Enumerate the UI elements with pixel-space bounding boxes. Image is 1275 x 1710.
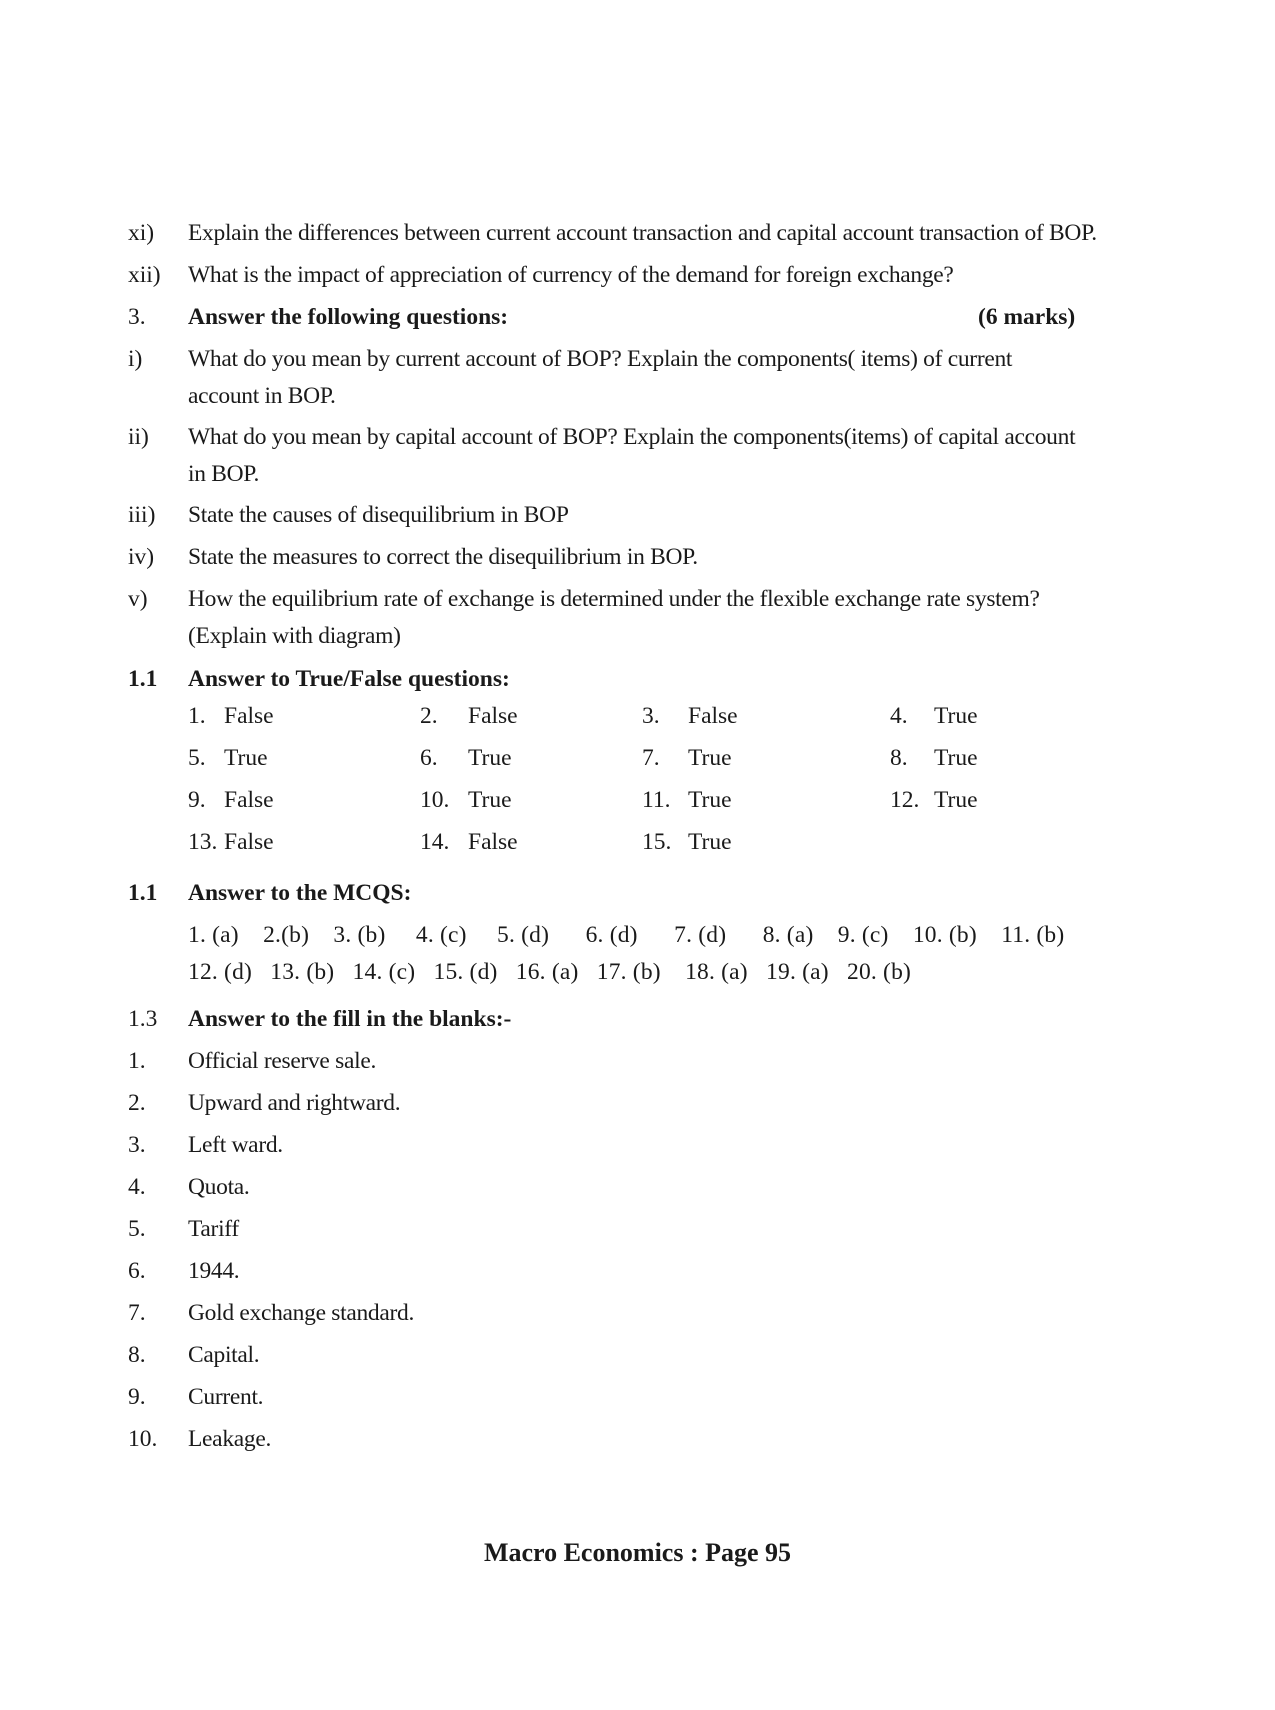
- question-text: in BOP.: [188, 461, 260, 487]
- blank-answer-text: Tariff: [188, 1216, 239, 1242]
- tf-answer-number: 3.: [642, 703, 660, 729]
- blank-answer-number: 10.: [128, 1426, 158, 1452]
- page-footer: Macro Economics : Page 95: [483, 1538, 792, 1567]
- tf-answer-number: 14.: [420, 829, 450, 855]
- question-number: xii): [128, 262, 161, 288]
- section-heading: Answer the following questions:: [188, 304, 509, 330]
- section-marks: (6 marks): [978, 304, 1076, 330]
- mcq-answers-line: 1. (a) 2.(b) 3. (b) 4. (c) 5. (d) 6. (d) 7. (d) 8. (a) 9. (c) 10. (b) 11. (b): [188, 922, 1065, 948]
- blank-answer-number: 3.: [128, 1132, 146, 1158]
- tf-answer-number: 12.: [890, 787, 920, 813]
- question-text: account in BOP.: [188, 383, 336, 409]
- tf-answer-number: 15.: [642, 829, 672, 855]
- question-text: What do you mean by capital account of BOP? Explain the components(items) of capital account: [188, 424, 1076, 450]
- tf-answer-number: 4.: [890, 703, 908, 729]
- tf-answer-number: 11.: [642, 787, 671, 813]
- question-number: v): [128, 586, 148, 612]
- section-number: 1.3: [128, 1006, 158, 1032]
- blank-answer-number: 6.: [128, 1258, 146, 1284]
- tf-answer-value: True: [468, 787, 512, 813]
- question-number: iv): [128, 544, 155, 570]
- tf-answer-value: True: [224, 745, 268, 771]
- question-text: Explain the differences between current account transaction and capital account transaction of BOP.: [188, 220, 1097, 246]
- mcq-answers-line: 12. (d) 13. (b) 14. (c) 15. (d) 16. (a) 17. (b) 18. (a) 19. (a) 20. (b): [188, 959, 912, 985]
- tf-answer-number: 2.: [420, 703, 438, 729]
- tf-answer-value: True: [934, 745, 978, 771]
- blank-answer-number: 4.: [128, 1174, 146, 1200]
- tf-answer-value: False: [224, 703, 274, 729]
- section-number: 3.: [128, 304, 146, 330]
- question-text: How the equilibrium rate of exchange is determined under the flexible exchange rate system?: [188, 586, 1040, 612]
- tf-answer-number: 8.: [890, 745, 908, 771]
- tf-answer-value: True: [468, 745, 512, 771]
- blank-answer-text: Capital.: [188, 1342, 260, 1368]
- tf-answer-number: 5.: [188, 745, 206, 771]
- tf-answer-value: True: [934, 787, 978, 813]
- blank-answer-text: 1944.: [188, 1258, 240, 1284]
- blank-answer-text: Upward and rightward.: [188, 1090, 401, 1116]
- question-text: What do you mean by current account of BOP? Explain the components( items) of current: [188, 346, 1013, 372]
- blank-answer-text: Official reserve sale.: [188, 1048, 377, 1074]
- tf-answer-value: False: [224, 829, 274, 855]
- tf-answer-value: True: [688, 745, 732, 771]
- blank-answer-number: 5.: [128, 1216, 146, 1242]
- tf-answer-value: False: [224, 787, 274, 813]
- blank-answer-text: Gold exchange standard.: [188, 1300, 415, 1326]
- blank-answer-number: 8.: [128, 1342, 146, 1368]
- question-text: State the measures to correct the disequilibrium in BOP.: [188, 544, 698, 570]
- section-number: 1.1: [128, 666, 158, 692]
- section-heading: Answer to the MCQS:: [188, 880, 412, 906]
- blank-answer-text: Left ward.: [188, 1132, 283, 1158]
- blank-answer-number: 7.: [128, 1300, 146, 1326]
- question-text: What is the impact of appreciation of currency of the demand for foreign exchange?: [188, 262, 954, 288]
- tf-answer-number: 9.: [188, 787, 206, 813]
- question-number: ii): [128, 424, 149, 450]
- tf-answer-value: False: [468, 829, 518, 855]
- blank-answer-text: Current.: [188, 1384, 264, 1410]
- tf-answer-number: 10.: [420, 787, 450, 813]
- section-heading: Answer to True/False questions:: [188, 666, 510, 692]
- tf-answer-value: True: [934, 703, 978, 729]
- tf-answer-number: 7.: [642, 745, 660, 771]
- blank-answer-number: 9.: [128, 1384, 146, 1410]
- section-heading: Answer to the fill in the blanks:-: [188, 1006, 512, 1032]
- blank-answer-number: 1.: [128, 1048, 146, 1074]
- tf-answer-number: 1.: [188, 703, 206, 729]
- blank-answer-number: 2.: [128, 1090, 146, 1116]
- question-text: State the causes of disequilibrium in BOP: [188, 502, 569, 528]
- question-number: i): [128, 346, 143, 372]
- question-number: iii): [128, 502, 156, 528]
- tf-answer-value: False: [468, 703, 518, 729]
- blank-answer-text: Quota.: [188, 1174, 250, 1200]
- blank-answer-text: Leakage.: [188, 1426, 272, 1452]
- tf-answer-value: True: [688, 787, 732, 813]
- section-number: 1.1: [128, 880, 158, 906]
- tf-answer-value: False: [688, 703, 738, 729]
- tf-answer-number: 6.: [420, 745, 438, 771]
- question-text: (Explain with diagram): [188, 623, 401, 649]
- tf-answer-value: True: [688, 829, 732, 855]
- tf-answer-number: 13.: [188, 829, 218, 855]
- question-number: xi): [128, 220, 155, 246]
